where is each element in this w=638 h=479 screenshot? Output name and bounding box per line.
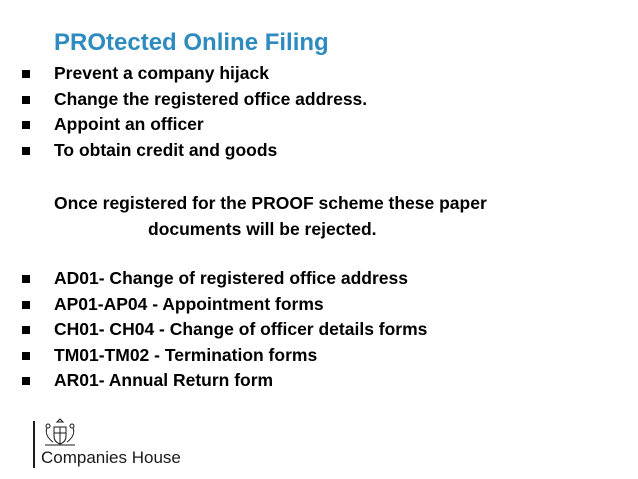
list-item — [22, 61, 367, 87]
square-bullet-icon — [22, 275, 30, 283]
reasons-list — [22, 61, 367, 163]
note-line-2: documents will be rejected. — [148, 219, 377, 239]
note-line-1: Once registered for the PROOF scheme these paper — [54, 193, 487, 213]
square-bullet-icon — [22, 352, 30, 360]
list-item — [22, 343, 427, 369]
royal-crest-icon — [41, 418, 79, 448]
list-item-text: TM01-TM02 - Termination forms — [54, 344, 318, 365]
square-bullet-icon — [22, 121, 30, 129]
list-item-text: AD01- Change of registered office address — [54, 268, 408, 288]
square-bullet-icon — [22, 377, 30, 385]
list-item-text: AR01- Annual Return form — [54, 370, 274, 391]
list-item-text: To obtain credit and goods — [54, 139, 278, 160]
list-item — [22, 112, 367, 138]
list-item — [22, 368, 427, 394]
list-item-text: CH01- CH04 - Change of officer details forms — [54, 319, 428, 340]
list-item — [22, 138, 367, 164]
square-bullet-icon — [22, 147, 30, 155]
rejected-forms-list — [22, 266, 427, 394]
list-item-text: Appoint an officer — [54, 114, 204, 135]
list-item — [22, 317, 427, 343]
proof-note — [54, 190, 487, 242]
list-item — [22, 87, 367, 113]
logo-divider — [33, 421, 35, 468]
square-bullet-icon — [22, 326, 30, 334]
slide-title: PROtected Online Filing — [54, 29, 329, 56]
logo-text: Companies House — [41, 448, 181, 467]
square-bullet-icon — [22, 70, 30, 78]
list-item-text: Prevent a company hijack — [54, 63, 269, 83]
list-item — [22, 266, 427, 292]
list-item-text: AP01-AP04 - Appointment forms — [54, 293, 324, 314]
companies-house-logo — [33, 418, 233, 470]
list-item — [22, 292, 427, 318]
square-bullet-icon — [22, 301, 30, 309]
square-bullet-icon — [22, 96, 30, 104]
list-item-text: Change the registered office address. — [54, 88, 368, 109]
